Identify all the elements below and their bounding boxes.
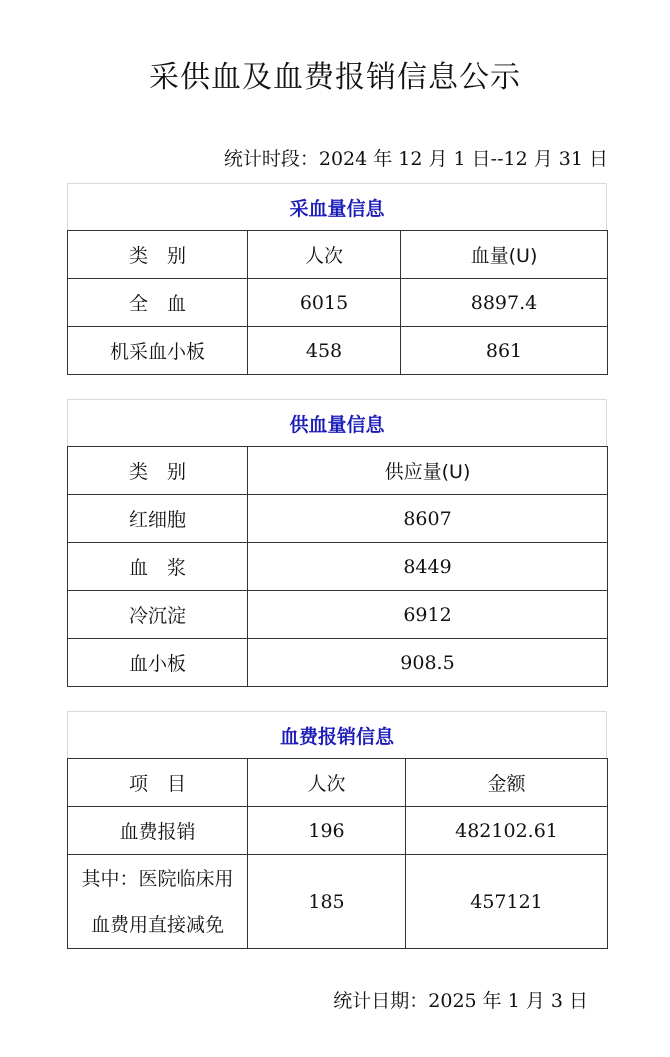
table-header-row — [68, 231, 608, 279]
statistics-period: 统计时段：2024 年 12 月 1 日--12 月 31 日 — [223, 148, 608, 170]
statistics-date: 统计日期：2025 年 1 月 3 日 — [333, 990, 588, 1012]
reimbursement-section — [67, 711, 607, 949]
supply-table — [67, 446, 608, 687]
row-amount: 457121 — [406, 855, 608, 949]
table-row — [68, 327, 608, 375]
collection-heading: 采血量信息 — [67, 183, 607, 230]
table-header-row — [68, 759, 608, 807]
header-category: 类 别 — [68, 447, 248, 495]
supply-section — [67, 399, 607, 687]
header-count: 人次 — [248, 231, 401, 279]
row-item — [68, 855, 248, 949]
reimbursement-table — [67, 758, 608, 949]
table-row — [68, 855, 608, 949]
header-volume: 血量(U) — [401, 231, 608, 279]
row-category: 血 浆 — [68, 543, 248, 591]
row-category: 机采血小板 — [68, 327, 248, 375]
collection-section — [67, 183, 607, 375]
table-row — [68, 279, 608, 327]
row-amount: 482102.61 — [406, 807, 608, 855]
row-category: 血小板 — [68, 639, 248, 687]
row-volume: 861 — [401, 327, 608, 375]
table-row — [68, 543, 608, 591]
row-item-line-1: 其中：医院临床用 — [81, 867, 234, 890]
row-category: 冷沉淀 — [68, 591, 248, 639]
table-row — [68, 807, 608, 855]
table-row — [68, 495, 608, 543]
row-item-line-2: 血费用直接减免 — [90, 913, 224, 936]
reimbursement-heading: 血费报销信息 — [67, 711, 607, 758]
header-supply: 供应量(U) — [248, 447, 608, 495]
row-supply: 6912 — [248, 591, 608, 639]
table-header-row — [68, 447, 608, 495]
row-supply: 8607 — [248, 495, 608, 543]
row-supply: 8449 — [248, 543, 608, 591]
row-category: 红细胞 — [68, 495, 248, 543]
table-row — [68, 591, 608, 639]
header-item: 项 目 — [68, 759, 248, 807]
row-volume: 8897.4 — [401, 279, 608, 327]
header-count: 人次 — [248, 759, 406, 807]
row-item: 血费报销 — [68, 807, 248, 855]
header-category: 类 别 — [68, 231, 248, 279]
row-count: 6015 — [248, 279, 401, 327]
row-supply: 908.5 — [248, 639, 608, 687]
page-title: 采供血及血费报销信息公示 — [149, 60, 521, 95]
row-category: 全 血 — [68, 279, 248, 327]
row-count: 196 — [248, 807, 406, 855]
row-count: 458 — [248, 327, 401, 375]
collection-table — [67, 230, 608, 375]
row-count: 185 — [248, 855, 406, 949]
header-amount: 金额 — [406, 759, 608, 807]
table-row — [68, 639, 608, 687]
supply-heading: 供血量信息 — [67, 399, 607, 446]
